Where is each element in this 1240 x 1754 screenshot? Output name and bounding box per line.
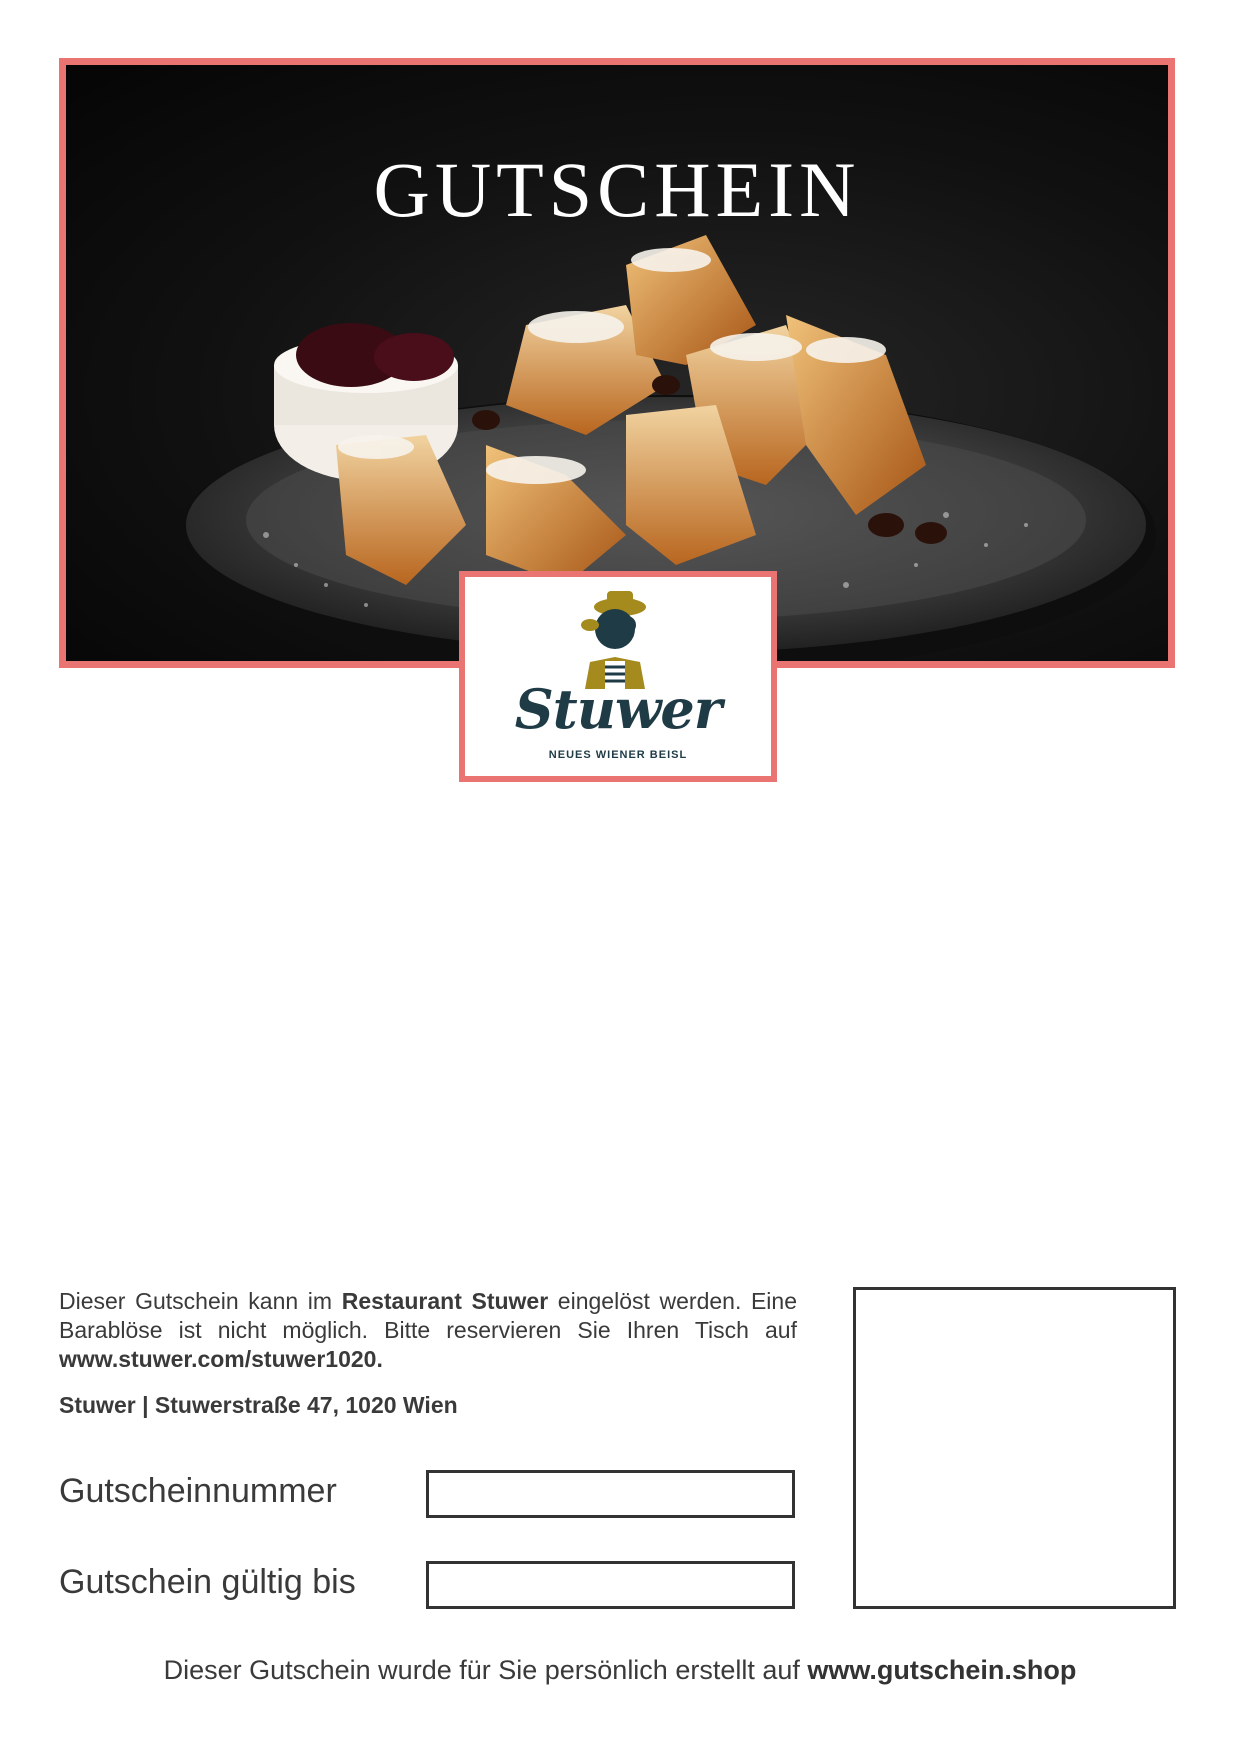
- reservation-link[interactable]: www.stuwer.com/stuwer1020.: [59, 1346, 383, 1372]
- footer-note: [0, 1655, 1240, 1686]
- logo-tagline: NEUES WIENER BEISL: [548, 749, 688, 761]
- redemption-info: [59, 1287, 797, 1374]
- valid-until-label: Gutschein gültig bis: [59, 1563, 356, 1601]
- info-text-middle: eingelöst werden. Eine Barablöse ist nicht möglich. Bitte reservieren Sie Ihren Tisch auf: [59, 1288, 797, 1343]
- logo-wordmark: Stuwer: [514, 677, 722, 741]
- footer-link[interactable]: www.gutschein.shop: [807, 1655, 1077, 1685]
- voucher-number-field[interactable]: [426, 1470, 795, 1518]
- voucher-number-label: Gutscheinnummer: [59, 1472, 337, 1510]
- restaurant-address: Stuwer | Stuwerstraße 47, 1020 Wien: [59, 1392, 458, 1418]
- info-text-start: Dieser Gutschein kann im: [59, 1288, 342, 1314]
- valid-until-field[interactable]: [426, 1561, 795, 1609]
- restaurant-logo: [459, 571, 777, 782]
- voucher-title: GUTSCHEIN: [373, 146, 861, 233]
- qr-code-box: [853, 1287, 1176, 1609]
- restaurant-name: Restaurant Stuwer: [341, 1288, 549, 1314]
- footer-text: Dieser Gutschein wurde für Sie persönlich erstellt auf: [163, 1655, 808, 1685]
